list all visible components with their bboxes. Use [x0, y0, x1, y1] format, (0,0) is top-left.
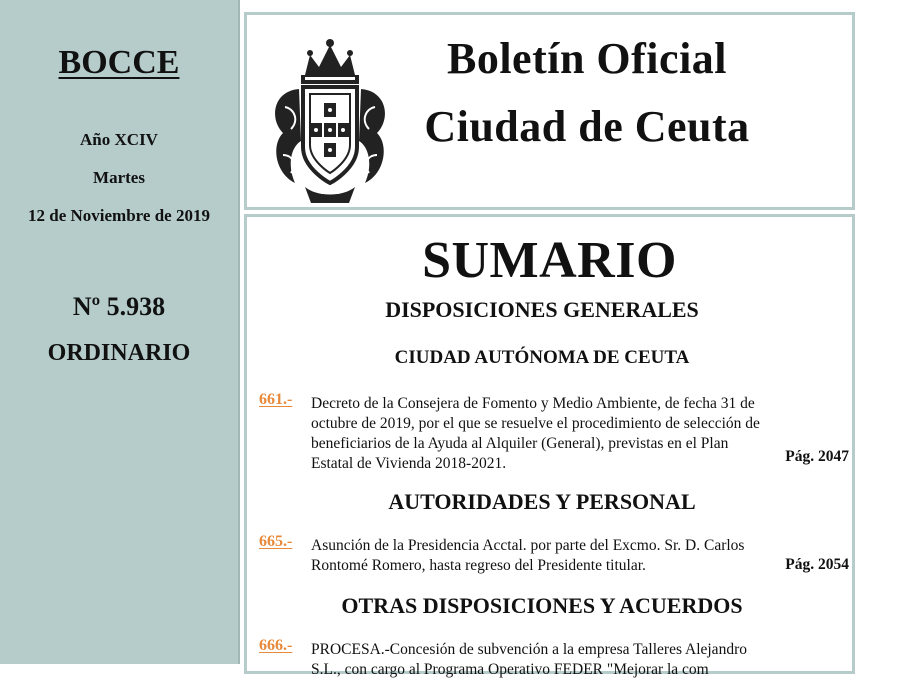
- entry-page: Pág. 2047: [785, 448, 849, 465]
- entry-page: Pág. 2054: [785, 556, 849, 573]
- entry-number-link[interactable]: 661.-: [259, 391, 293, 408]
- summary-entry: [259, 533, 849, 577]
- sidebar: [0, 0, 240, 664]
- header-box: [244, 12, 855, 210]
- issue-number: Nº 5.938: [72, 292, 166, 321]
- section-autoridades-personal: AUTORIDADES Y PERSONAL: [388, 489, 696, 514]
- section-disposiciones-generales: DISPOSICIONES GENERALES: [385, 297, 699, 322]
- summary-entry: [259, 391, 849, 473]
- entry-text: Decreto de la Consejera de Fomento y Medio Ambiente, de fecha 31 de octubre de 2019, por el que se resuelve el procedimiento de selección de beneficiarios de la Ayuda al Alquiler (General), previstas en el Plan Estatal de Vivienda 2018-2021.: [311, 395, 760, 472]
- date-label: 12 de Noviembre de 2019: [28, 206, 210, 225]
- year-label: Año XCIV: [80, 130, 158, 149]
- section-otras-disposiciones: OTRAS DISPOSICIONES Y ACUERDOS: [341, 593, 743, 618]
- summary-box: [244, 214, 855, 678]
- summary-heading: SUMARIO: [422, 232, 677, 289]
- entry-text: PROCESA.-Concesión de subvención a la empresa Talleres Alejandro S.L., con cargo al Programa Operativo FEDER "Mejorar la com: [311, 641, 747, 678]
- entry-number-link[interactable]: 666.-: [259, 637, 293, 654]
- coat-of-arms-icon: [265, 37, 395, 205]
- entry-text: Asunción de la Presidencia Acctal. por parte del Excmo. Sr. D. Carlos Rontomé Romero, hasta regreso del Presidente titular.: [311, 537, 745, 574]
- bulletin-abbrev: BOCCE: [58, 44, 180, 81]
- subsection-ciudad-autonoma: CIUDAD AUTÓNOMA DE CEUTA: [394, 347, 690, 368]
- issue-type: ORDINARIO: [47, 340, 191, 366]
- weekday-label: Martes: [93, 168, 145, 187]
- bulletin-title-line2: Ciudad de Ceuta: [424, 102, 750, 151]
- bulletin-title-line1: Boletín Oficial: [446, 34, 728, 83]
- summary-entry: [259, 637, 849, 681]
- entry-number-link[interactable]: 665.-: [259, 533, 293, 550]
